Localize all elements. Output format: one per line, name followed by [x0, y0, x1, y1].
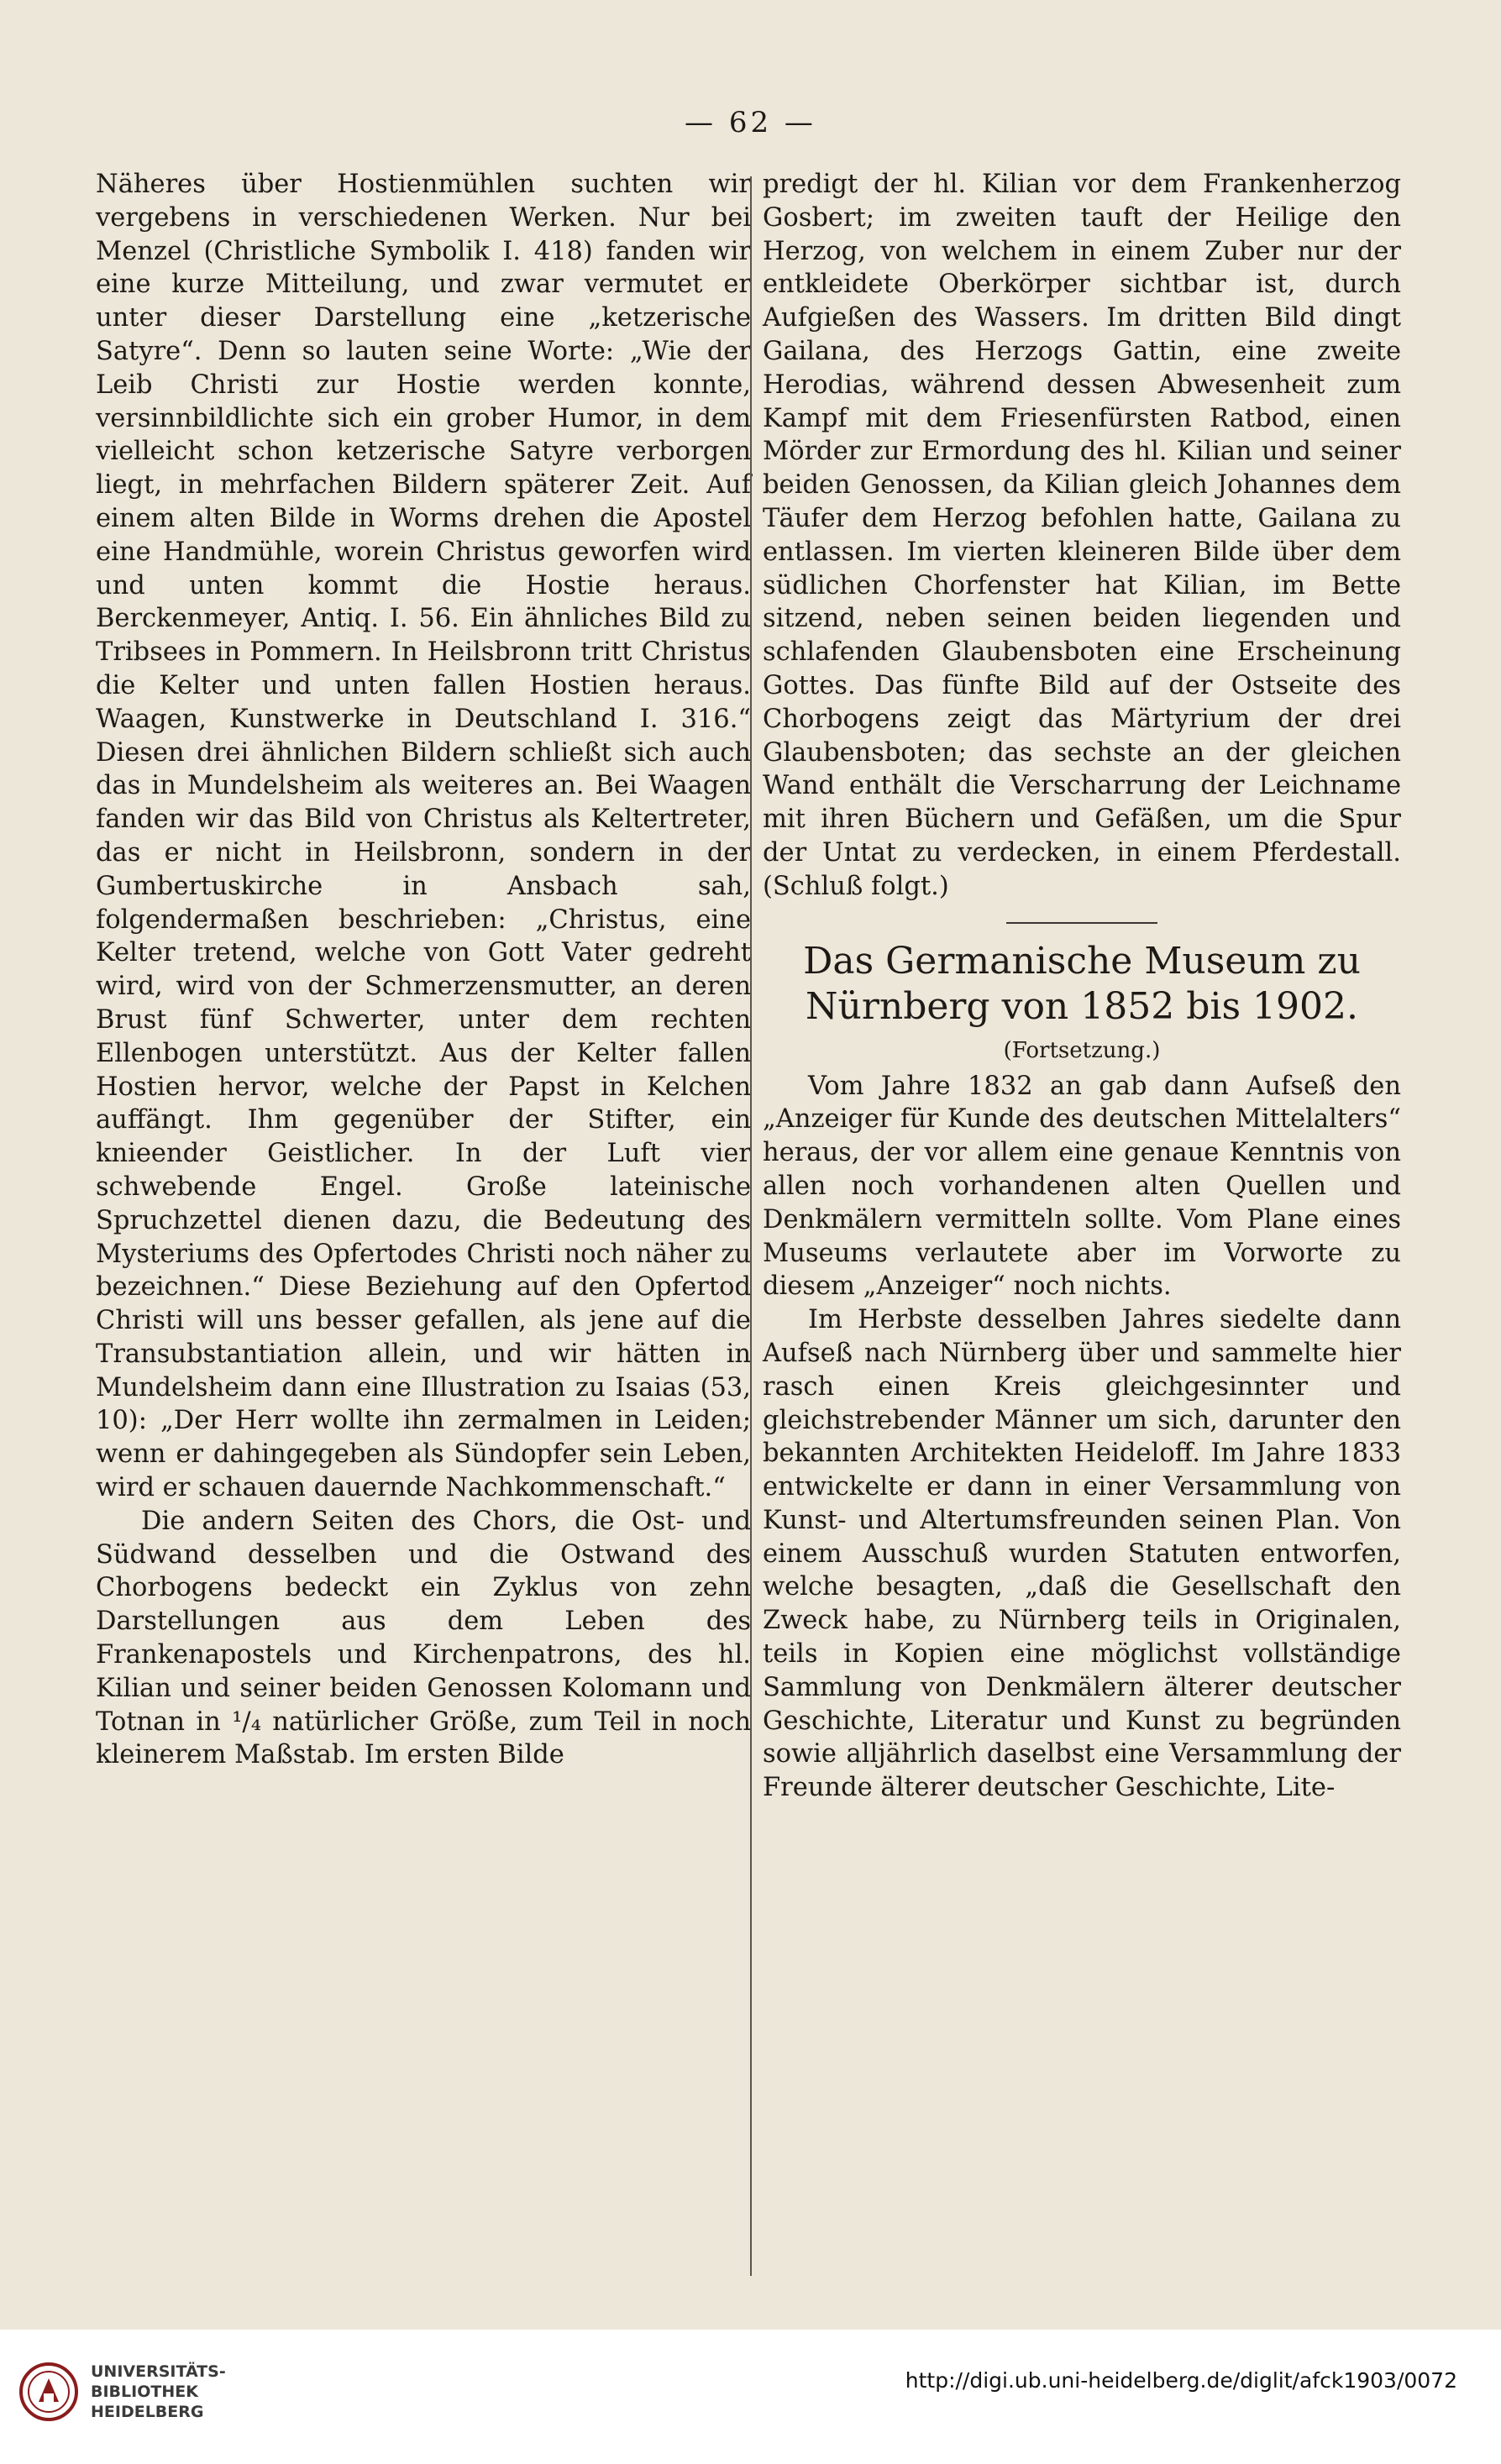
paragraph: Vom Jahre 1832 an gab dann Aufseß den „Anzeiger für Kunde des deutschen Mittelalters“ heraus, der vor allem eine genaue Kenntnis von allen noch vorhandenen alten Quellen und Denkmälern vermitteln sollte. Vom Plane eines Museums verlautete aber im Vorworte zu diesem „Anzeiger“ noch nichts.	[763, 1071, 1401, 1302]
paragraph: Näheres über Hostienmühlen suchten wir vergebens in verschiedenen Werken. Nur bei Menzel (Christliche Symbolik I. 418) fanden wir eine kurze Mitteilung, und zwar vermutet er unter dieser Darstellung eine „ketzerische Satyre“. Denn so lauten seine Worte: „Wie der Leib Christi zur Hostie werden konnte, versinnbildlichte sich ein grober Humor, in dem vielleicht schon ketzerische Satyre verborgen liegt, in mehrfachen Bildern späterer Zeit. Auf einem alten Bilde in Worms drehen die Apostel eine Handmühle, worein Christus geworfen wird und unten kommt die Hostie heraus. Berckenmeyer, Antiq. I. 56. Ein ähnliches Bild zu Tribsees in Pommern. In Heilsbronn tritt Christus die Kelter und unten fallen Hostien heraus. Waagen, Kunstwerke in Deutschland I. 316.“ Diesen drei ähnlichen Bildern schließt sich auch das in Mundelsheim als weiteres an. Bei Waagen fanden wir das Bild von Christus als Keltertreter, das er nicht in Heilsbronn, sondern in der Gumbertuskirche in Ansbach sah, folgendermaßen beschrieben: „Christus, eine Kelter tretend, welche von Gott Vater gedreht wird, wird von der Schmerzensmutter, an deren Brust fünf Schwerter, unter dem rechten Ellenbogen unterstützt. Aus der Kelter fallen Hostien hervor, welche der Papst in Kelchen auffängt. Ihm gegenüber der Stifter, ein knieender Geistlicher. In der Luft vier schwebende Engel. Große lateinische Spruchzettel dienen dazu, die Bedeutung des Mysteriums des Opfertodes Christi noch näher zu bezeichnen.“ Diese Beziehung auf den Opfertod Christi will uns besser gefallen, als jene auf die Transubstantiation allein, und wir hätten in Mundelsheim dann eine Illustration zu Isaias (53, 10): „Der Herr wollte ihn zermalmen in Leiden; wenn er dahingegeben als Sündopfer sein Leben, wird er schauen dauernde Nachkommenschaft.“	[96, 170, 751, 1503]
left-column	[96, 168, 751, 1772]
paragraph: Im Herbste desselben Jahres siedelte dann Aufseß nach Nürnberg über und sammelte hier rasch einen Kreis gleichgesinnter und gleichstrebender Männer um sich, darunter den bekannten Architekten Heideloff. Im Jahre 1833 entwickelte er dann in einer Versammlung von Kunst- und Altertumsfreunden seinen Plan. Von einem Ausschuß wurden Statuten entworfen, welche besagten, „daß die Gesellschaft den Zweck habe, zu Nürnberg teils in Originalen, teils in Kopien eine möglichst vollständige Sammlung von Denkmälern älterer deutscher Geschichte, Literatur und Kunst zu begründen sowie alljährlich daselbst eine Versammlung der Freunde älterer deutscher Geschichte, Lite-	[763, 1305, 1401, 1803]
library-logo[interactable]	[18, 2362, 226, 2422]
column-divider	[750, 176, 752, 2276]
logo-line: HEIDELBERG	[91, 2403, 204, 2421]
section-separator	[1006, 922, 1157, 924]
paragraph: predigt der hl. Kilian vor dem Frankenherzog Gosbert; im zweiten tauft der Heilige den Herzog, von welchem in einem Zuber nur der entkleidete Oberkörper sichtbar ist, durch Aufgießen des Wassers. Im dritten Bild dingt Gailana, des Herzogs Gattin, eine zweite Herodias, während dessen Abwesenheit zum Kampf mit dem Friesenfürsten Ratbod, einen Mörder zur Ermordung des hl. Kilian und seiner beiden Genossen, da Kilian gleich Johannes dem Täufer dem Herzog befohlen hatte, Gailana zu entlassen. Im vierten kleineren Bilde über dem südlichen Chorfenster hat Kilian, im Bette sitzend, neben seinen beiden liegenden und schlafenden Glaubensboten eine Erscheinung Gottes. Das fünfte Bild auf der Ostseite des Chorbogens zeigt das Märtyrium der drei Glaubensboten; das sechste an der gleichen Wand enthält die Verscharrung der Leichname mit ihren Büchern und Gefäßen, um die Spur der Untat zu verdecken, in einem Pferdestall. (Schluß folgt.)	[763, 170, 1401, 901]
logo-text	[91, 2362, 226, 2422]
paragraph: Die andern Seiten des Chors, die Ost- und Südwand desselben und die Ostwand des Chorbogens bedeckt ein Zyklus von zehn Darstellungen aus dem Leben des Frankenapostels und Kirchenpatrons, des hl. Kilian und seiner beiden Genossen Kolomann und Totnan in ¹/₄ natürlicher Größe, zum Teil in noch kleinerem Maßstab. Im ersten Bilde	[96, 1506, 751, 1770]
logo-line: UNIVERSITÄTS-	[91, 2362, 226, 2381]
article-title	[763, 939, 1401, 1030]
article-title-line: Das Germanische Museum zu	[803, 939, 1361, 983]
right-column	[763, 168, 1401, 1805]
article-title-line: Nürnberg von 1852 bis 1902.	[805, 984, 1358, 1028]
seal-icon	[18, 2362, 79, 2422]
source-url-link[interactable]: http://digi.ub.uni-heidelberg.de/diglit/afck1903/0072	[905, 2368, 1457, 2393]
logo-line: BIBLIOTHEK	[91, 2383, 198, 2401]
article-subtitle: (Fortsetzung.)	[1003, 1037, 1161, 1063]
page-number: — 62 —	[685, 106, 816, 139]
footer-bar	[0, 2330, 1501, 2464]
